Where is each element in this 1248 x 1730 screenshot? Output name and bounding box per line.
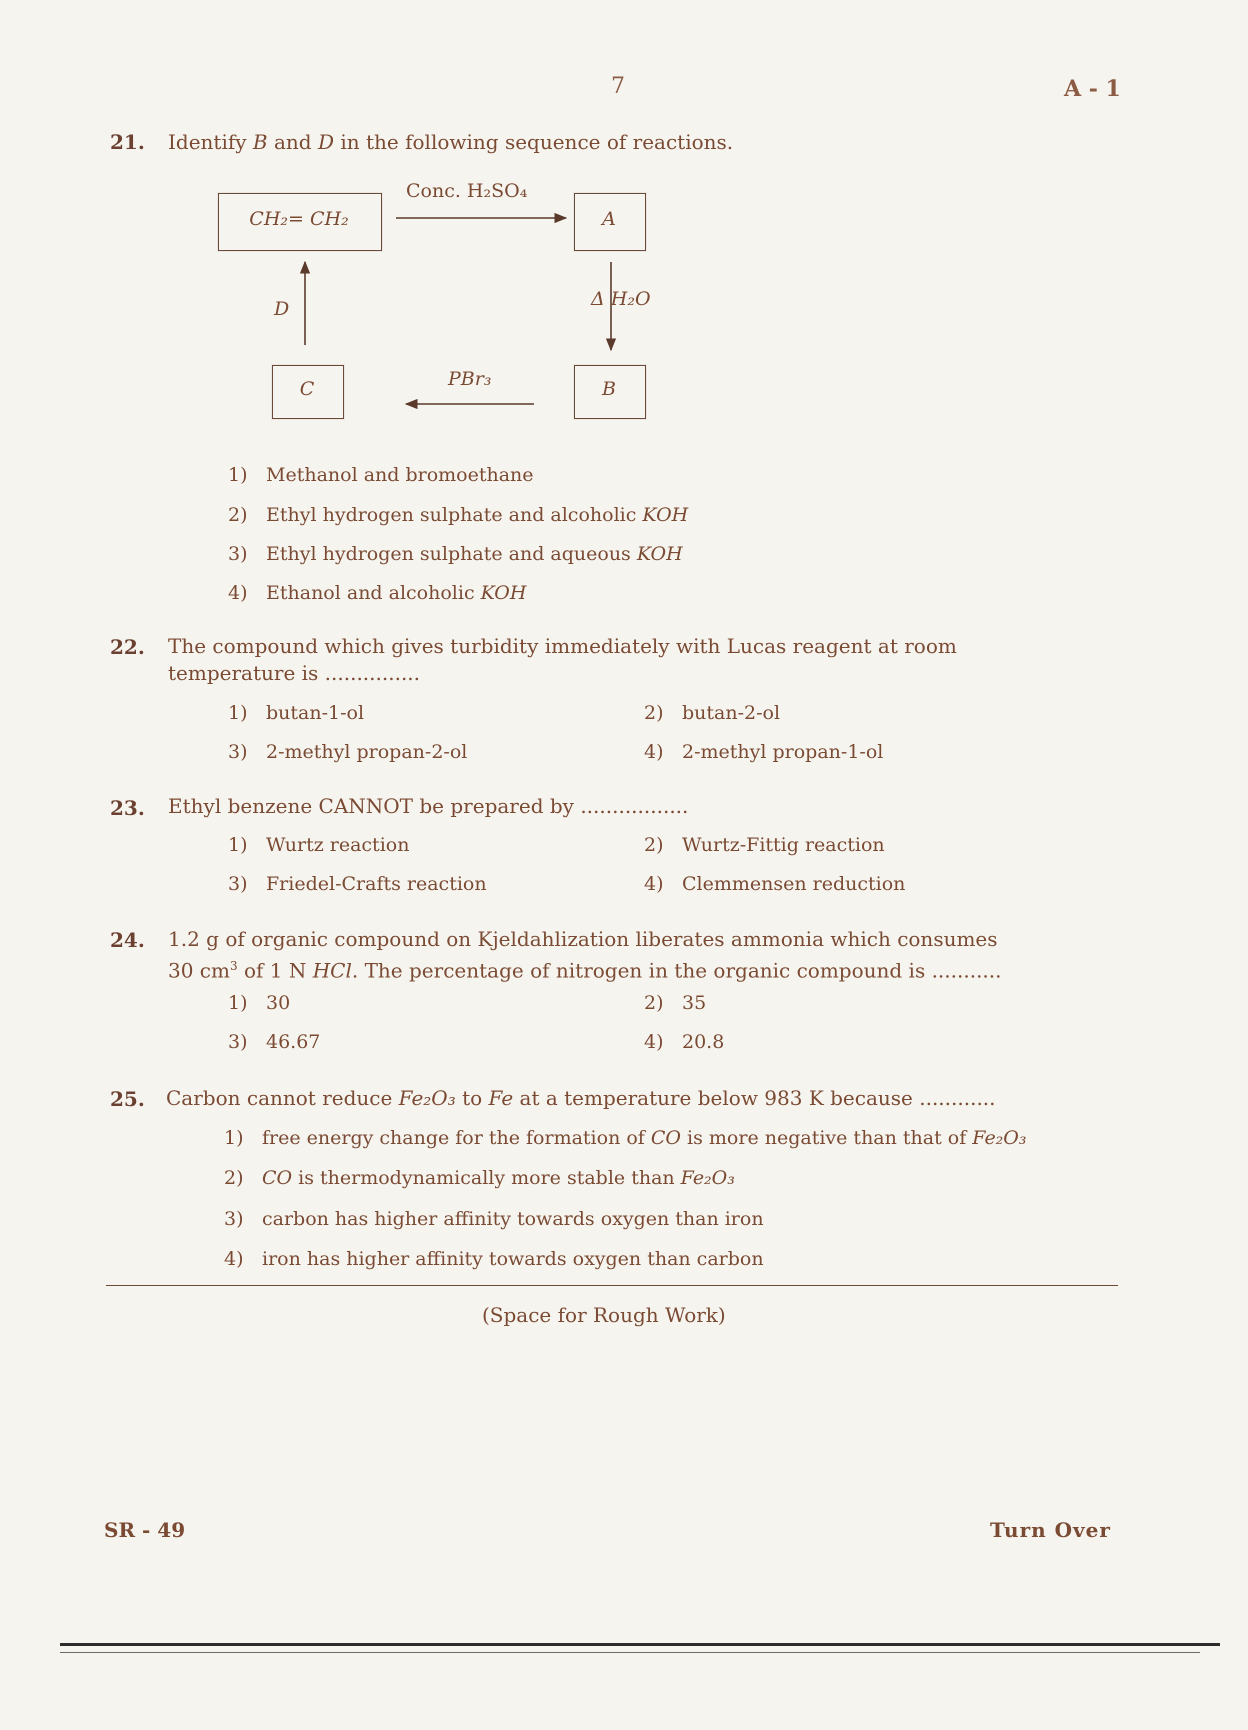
q23-option-1: 1) Wurtz reaction bbox=[228, 834, 410, 856]
label-b: B bbox=[602, 378, 616, 400]
q22-option-4: 4) 2-methyl propan-1-ol bbox=[644, 741, 884, 763]
series-code: A - 1 bbox=[1064, 76, 1121, 102]
reagent-right: Δ H₂O bbox=[591, 288, 651, 310]
q21-option-1: 1) Methanol and bromoethane bbox=[228, 464, 534, 486]
label-d: D bbox=[274, 298, 290, 320]
rough-work-label: (Space for Rough Work) bbox=[482, 1303, 726, 1327]
q24-option-2: 2) 35 bbox=[644, 992, 707, 1014]
question-22-line2: temperature is ............... bbox=[168, 661, 421, 685]
q25-option-2: 2) CO is thermodynamically more stable than Fe₂O₃ bbox=[224, 1167, 735, 1189]
question-number-22: 22. bbox=[110, 635, 145, 659]
q24-option-1: 1) 30 bbox=[228, 992, 291, 1014]
reagent-bottom: PBr₃ bbox=[448, 368, 492, 390]
label-ethene: CH₂= CH₂ bbox=[249, 208, 349, 230]
question-number-21: 21. bbox=[110, 130, 145, 154]
q23-option-4: 4) Clemmensen reduction bbox=[644, 873, 906, 895]
question-25-line1: Carbon cannot reduce Fe₂O₃ to Fe at a temperature below 983 K because ............ bbox=[166, 1086, 996, 1110]
question-number-25: 25. bbox=[110, 1087, 145, 1111]
q22-option-2: 2) butan-2-ol bbox=[644, 702, 781, 724]
page-edge-line bbox=[60, 1643, 1220, 1646]
q23-option-3: 3) Friedel-Crafts reaction bbox=[228, 873, 487, 895]
q21-option-2: 2) Ethyl hydrogen sulphate and alcoholic KOH bbox=[228, 504, 689, 526]
page-edge-line-thin bbox=[60, 1652, 1200, 1653]
question-number-24: 24. bbox=[110, 928, 145, 952]
question-21-text: Identify B and D in the following sequence of reactions. bbox=[168, 130, 734, 154]
question-24-line2: 30 $cm^3$ of 1 N HCl. The percentage of nitrogen in the organic compound is ........... bbox=[168, 958, 1002, 983]
q21-option-4: 4) Ethanol and alcoholic KOH bbox=[228, 582, 527, 604]
reaction-arrows bbox=[0, 0, 1248, 460]
q25-option-3: 3) carbon has higher affinity towards oxygen than iron bbox=[224, 1208, 764, 1230]
reagent-top: Conc. H₂SO₄ bbox=[406, 180, 528, 202]
q24-option-4: 4) 20.8 bbox=[644, 1031, 725, 1053]
question-23-line1: Ethyl benzene CANNOT be prepared by ................. bbox=[168, 794, 689, 818]
q25-option-4: 4) iron has higher affinity towards oxygen than carbon bbox=[224, 1248, 764, 1270]
question-22-line1: The compound which gives turbidity immediately with Lucas reagent at room bbox=[168, 634, 957, 658]
q23-option-2: 2) Wurtz-Fittig reaction bbox=[644, 834, 885, 856]
page-number: 7 bbox=[611, 74, 625, 99]
label-a: A bbox=[602, 208, 616, 230]
q22-option-3: 3) 2-methyl propan-2-ol bbox=[228, 741, 468, 763]
question-number-23: 23. bbox=[110, 796, 145, 820]
label-c: C bbox=[299, 378, 315, 400]
turn-over: Turn Over bbox=[990, 1518, 1111, 1542]
section-divider bbox=[106, 1285, 1118, 1286]
footer-code: SR - 49 bbox=[104, 1518, 186, 1542]
question-24-line1: 1.2 g of organic compound on Kjeldahlization liberates ammonia which consumes bbox=[168, 927, 998, 951]
q24-option-3: 3) 46.67 bbox=[228, 1031, 321, 1053]
q25-option-1: 1) free energy change for the formation of CO is more negative than that of Fe₂O₃ bbox=[224, 1127, 1027, 1149]
q22-option-1: 1) butan-1-ol bbox=[228, 702, 365, 724]
q21-option-3: 3) Ethyl hydrogen sulphate and aqueous KOH bbox=[228, 543, 683, 565]
